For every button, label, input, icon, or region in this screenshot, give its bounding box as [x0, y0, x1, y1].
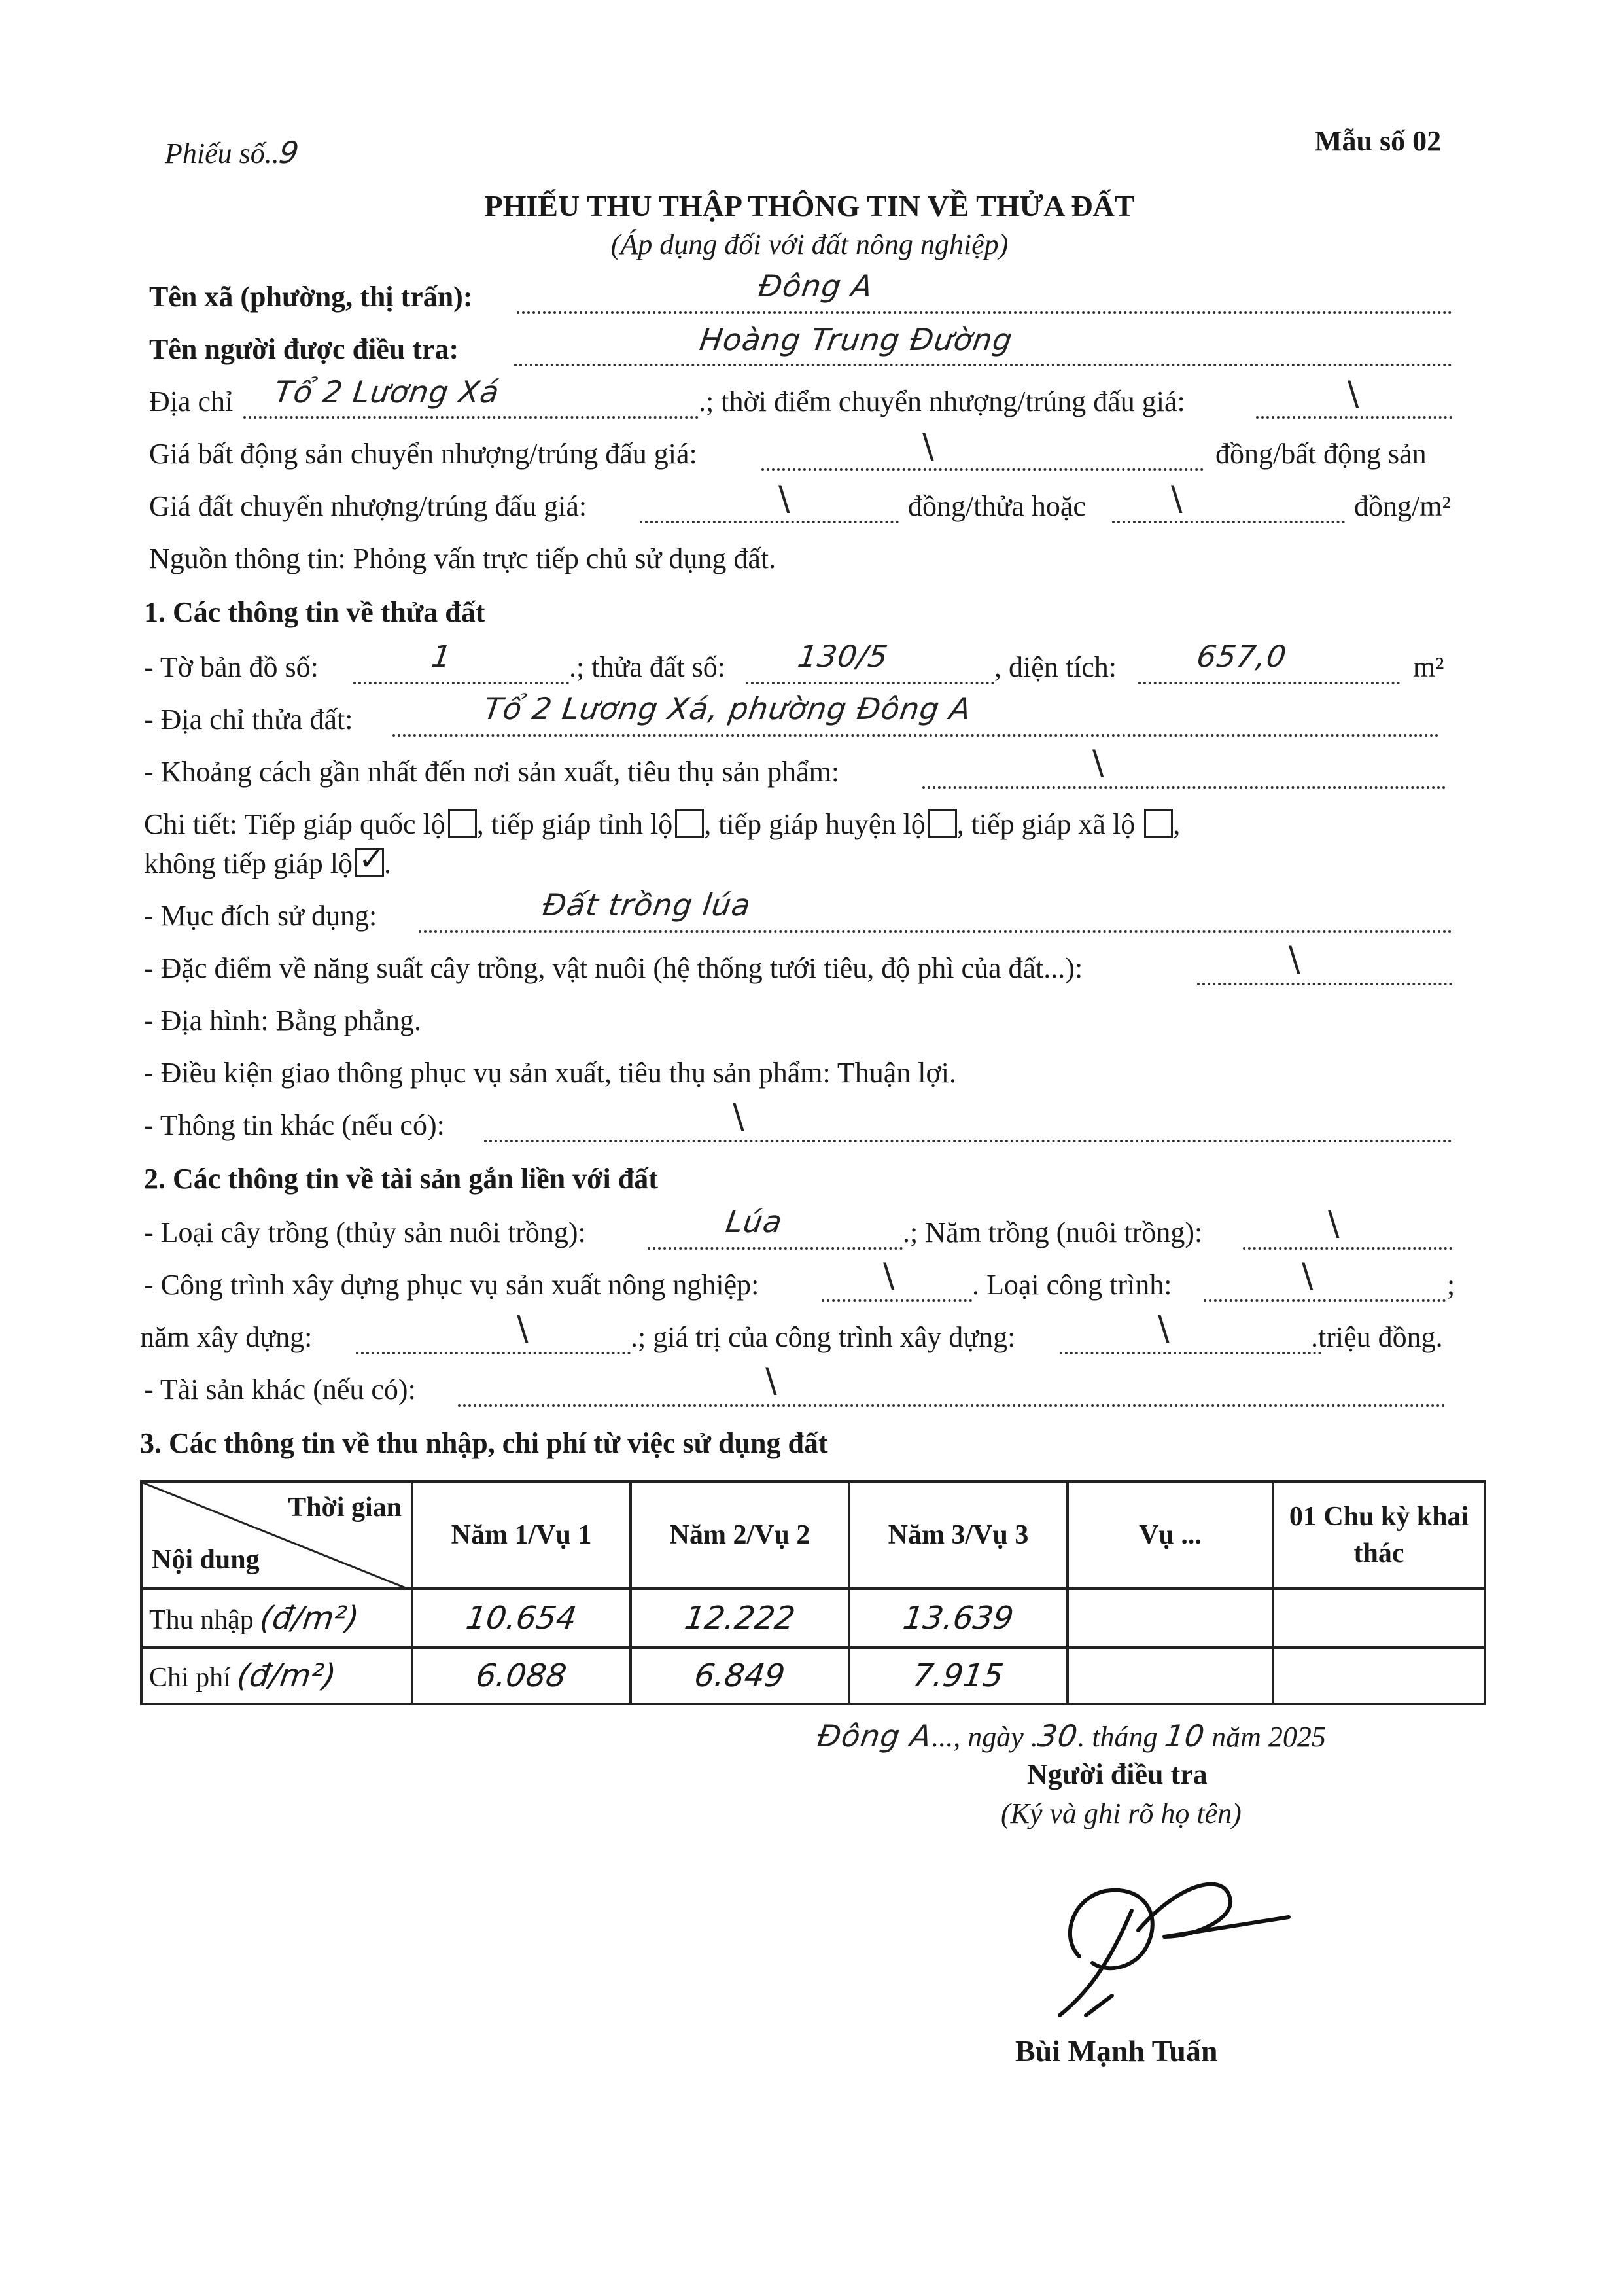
table-header-row [141, 1481, 1485, 1589]
purpose-label: - Mục đích sử dụng: [144, 900, 377, 932]
transfer-time-dots [1256, 416, 1452, 419]
distance-dots [922, 786, 1446, 789]
other-info-value: \ [733, 1097, 744, 1136]
parcel-value: 130/5 [795, 639, 891, 674]
planting-year-dots [1243, 1247, 1452, 1250]
no-adjacency-label: không tiếp giáp lộ [144, 847, 353, 879]
income-year1: 10.654 [464, 1600, 579, 1636]
row-address [0, 374, 1619, 433]
table-cell [631, 1648, 849, 1704]
table-row [141, 1648, 1485, 1704]
productivity-value: \ [1289, 940, 1300, 979]
construction-label: - Công trình xây dựng phục vụ sản xuất nông nghiệp: [144, 1269, 759, 1301]
date-line [815, 1718, 1326, 1754]
transfer-time-value: \ [1348, 374, 1359, 414]
col-header-year1: Năm 1/Vụ 1 [412, 1481, 631, 1589]
form-subtitle: (Áp dụng đối với đất nông nghiệp) [610, 228, 1009, 260]
col-header-cycle: 01 Chu kỳ khai thác [1273, 1481, 1485, 1589]
corner-time-label: Thời gian [288, 1492, 402, 1523]
property-price-value: \ [922, 427, 934, 466]
row-land-price [0, 479, 1619, 538]
area-value: 657,0 [1194, 639, 1289, 674]
row-label-income [141, 1589, 412, 1648]
section-1-heading: 1. Các thông tin về thửa đất [144, 596, 485, 628]
row-crop [0, 1204, 1619, 1264]
commune-value: Đông A [756, 268, 876, 304]
address-label: Địa chỉ [149, 385, 234, 417]
corner-content-label: Nội dung [152, 1545, 260, 1575]
planting-year-value: \ [1328, 1204, 1340, 1243]
section-2-heading: 2. Các thông tin về tài sản gắn liền với đất [144, 1163, 658, 1195]
construction-type-dots [1204, 1299, 1446, 1302]
construction-type-end: ; [1447, 1269, 1455, 1301]
income-cost-table [140, 1480, 1486, 1705]
productivity-dots [1197, 983, 1452, 985]
parcel-label: .; thửa đất số: [569, 651, 725, 683]
area-label: , diện tích: [994, 651, 1117, 683]
parcel-address-value: Tổ 2 Lương Xá, phường Đông A [481, 691, 974, 726]
row-terrain [0, 1004, 1619, 1052]
col-header-season: Vụ ... [1068, 1481, 1273, 1589]
section-2-heading-row [0, 1162, 1619, 1210]
map-sheet-label: - Tờ bản đồ số: [144, 651, 319, 683]
checkbox-commune-road[interactable] [1144, 809, 1173, 838]
row-commune [0, 268, 1619, 328]
surveyor-name: Bùi Mạnh Tuấn [1015, 2034, 1218, 2068]
build-year-label: năm xây dựng: [140, 1321, 313, 1353]
commune-label: Tên xã (phường, thị trấn): [149, 281, 473, 313]
construction-value: \ [883, 1256, 895, 1296]
row-purpose [0, 887, 1619, 947]
person-dots [514, 364, 1452, 366]
row-build-year [0, 1309, 1619, 1369]
land-price-dots-2 [1112, 521, 1345, 523]
row-transport [0, 1056, 1619, 1104]
adjacency-commune-label: , tiếp giáp xã lộ [956, 808, 1136, 840]
adjacency-district-label: , tiếp giáp huyện lộ [704, 808, 926, 840]
other-assets-dots [458, 1404, 1446, 1407]
row-source [0, 542, 1619, 590]
date-month-label: . tháng [1077, 1721, 1158, 1753]
cost-year3: 7.915 [911, 1657, 1006, 1694]
cost-label: Chi phí [149, 1663, 231, 1693]
checkbox-district-road[interactable] [928, 809, 957, 838]
date-month: 10 [1162, 1718, 1207, 1754]
build-value-label: .; giá trị của công trình xây dựng: [631, 1321, 1016, 1353]
other-info-dots [484, 1140, 1452, 1142]
no-adjacency-line: không tiếp giáp lộ ✓ . [144, 841, 391, 879]
productivity-label: - Đặc điểm về năng suất cây trồng, vật nuôi (hệ thống tưới tiêu, độ phì của đất...): [144, 952, 1083, 984]
property-price-dots [761, 468, 1204, 471]
row-label-cost [141, 1648, 412, 1704]
property-price-label: Giá bất động sản chuyển nhượng/trúng đấu giá: [149, 438, 697, 470]
person-label: Tên người được điều tra: [149, 333, 459, 365]
form-number-value: 9 [276, 135, 302, 170]
date-day: 30 [1035, 1718, 1081, 1754]
distance-label: - Khoảng cách gần nhất đến nơi sản xuất, tiêu thụ sản phẩm: [144, 756, 840, 788]
checkbox-national-road[interactable] [448, 809, 477, 838]
address-dots [243, 416, 699, 419]
transport-text: - Điều kiện giao thông phục vụ sản xuất, tiêu thụ sản phẩm: Thuận lợi. [144, 1057, 957, 1089]
construction-dots [822, 1299, 972, 1302]
checkbox-no-road[interactable] [355, 841, 385, 877]
construction-type-value: \ [1302, 1256, 1314, 1296]
col-header-year2: Năm 2/Vụ 2 [631, 1481, 849, 1589]
construction-type-label: . Loại công trình: [972, 1269, 1172, 1301]
distance-value: \ [1092, 743, 1104, 783]
adjacency-provincial-label: , tiếp giáp tỉnh lộ [476, 808, 673, 840]
land-price-mid: đồng/thửa hoặc [908, 490, 1086, 522]
person-value: Hoàng Trung Đường [697, 322, 1015, 357]
date-year: năm 2025 [1211, 1721, 1326, 1753]
land-price-value-2: \ [1171, 479, 1183, 518]
source-text: Nguồn thông tin: Phỏng vấn trực tiếp chủ sử dụng đất. [149, 542, 776, 574]
sign-note: (Ký và ghi rõ họ tên) [1001, 1797, 1242, 1829]
signature-image [1034, 1858, 1308, 2028]
form-number-label: Phiếu số.. [165, 137, 279, 169]
cost-year1: 6.088 [474, 1657, 569, 1694]
land-price-dots-1 [640, 521, 899, 523]
row-other-info [0, 1097, 1619, 1157]
form-title: PHIẾU THU THẬP THÔNG TIN VỀ THỬA ĐẤT [484, 189, 1135, 222]
area-dots [1138, 682, 1400, 684]
purpose-value: Đất trồng lúa [540, 887, 754, 923]
template-number: Mẫu số 02 [1315, 125, 1442, 157]
section-1-heading-row [0, 595, 1619, 644]
purpose-dots [419, 930, 1452, 933]
adjacency-national-label: Chi tiết: Tiếp giáp quốc lộ [144, 808, 445, 840]
table-cell [412, 1589, 631, 1648]
row-property-price [0, 427, 1619, 486]
table-cell [412, 1648, 631, 1704]
commune-dots [517, 311, 1452, 314]
section-3-heading: 3. Các thông tin về thu nhập, chi phí từ việc sử dụng đất [140, 1427, 828, 1459]
income-label: Thu nhập [149, 1605, 254, 1635]
cost-unit: (đ/m²) [235, 1657, 339, 1694]
adjacency-line [144, 807, 1180, 841]
planting-year-label: .; Năm trồng (nuôi trồng): [903, 1216, 1203, 1248]
address-value: Tổ 2 Lương Xá [272, 374, 502, 410]
row-no-adjacency [0, 841, 1619, 895]
date-day-label: ..., ngày . [931, 1721, 1038, 1753]
table-cell [1273, 1648, 1485, 1704]
other-info-label: - Thông tin khác (nếu có): [144, 1109, 445, 1141]
row-distance [0, 743, 1619, 804]
map-sheet-dots [353, 682, 569, 684]
table-cell [849, 1589, 1068, 1648]
col-header-year3: Năm 3/Vụ 3 [849, 1481, 1068, 1589]
other-assets-value: \ [765, 1361, 777, 1400]
income-unit: (đ/m²) [258, 1600, 362, 1636]
area-unit: m² [1413, 651, 1444, 683]
land-price-value-1: \ [778, 479, 790, 518]
row-productivity [0, 940, 1619, 1000]
table-cell [631, 1589, 849, 1648]
property-price-unit: đồng/bất động sản [1215, 438, 1427, 470]
date-place: Đông A [815, 1718, 935, 1754]
build-value-dots [1060, 1352, 1321, 1354]
form-number [165, 135, 302, 170]
parcel-address-label: - Địa chỉ thửa đất: [144, 703, 353, 735]
row-parcel-address [0, 691, 1619, 751]
crop-label: - Loại cây trồng (thủy sản nuôi trồng): [144, 1216, 586, 1248]
transfer-time-label: .; thời điểm chuyển nhượng/trúng đấu giá: [699, 385, 1185, 417]
section-3-heading-row [0, 1426, 1619, 1475]
checkbox-provincial-road[interactable] [675, 809, 704, 838]
other-assets-label: - Tài sản khác (nếu có): [144, 1373, 416, 1405]
income-year3: 13.639 [901, 1600, 1016, 1636]
row-person [0, 322, 1619, 381]
terrain-text: - Địa hình: Bằng phẳng. [144, 1004, 422, 1036]
build-year-dots [356, 1352, 631, 1354]
crop-value: Lúa [723, 1204, 785, 1239]
adjacency-comma: , [1173, 808, 1181, 840]
income-year2: 12.222 [682, 1600, 797, 1636]
land-price-unit: đồng/m² [1354, 490, 1451, 522]
land-price-label: Giá đất chuyển nhượng/trúng đấu giá: [149, 490, 587, 522]
table-corner-cell [141, 1481, 412, 1589]
parcel-address-dots [392, 734, 1439, 737]
build-value-value: \ [1158, 1309, 1170, 1348]
cost-year2: 6.849 [692, 1657, 788, 1694]
table-cell [1068, 1589, 1273, 1648]
row-construction [0, 1256, 1619, 1316]
table-cell [1068, 1648, 1273, 1704]
check-icon: ✓ [358, 841, 385, 877]
table-cell [849, 1648, 1068, 1704]
table-cell [1273, 1589, 1485, 1648]
crop-dots [648, 1247, 903, 1250]
build-year-value: \ [517, 1309, 529, 1348]
row-other-assets [0, 1361, 1619, 1421]
map-sheet-value: 1 [429, 639, 455, 674]
surveyor-role: Người điều tra [1027, 1758, 1208, 1790]
table-row [141, 1589, 1485, 1648]
build-value-unit: .triệu đồng. [1311, 1321, 1443, 1353]
parcel-dots [746, 682, 994, 684]
